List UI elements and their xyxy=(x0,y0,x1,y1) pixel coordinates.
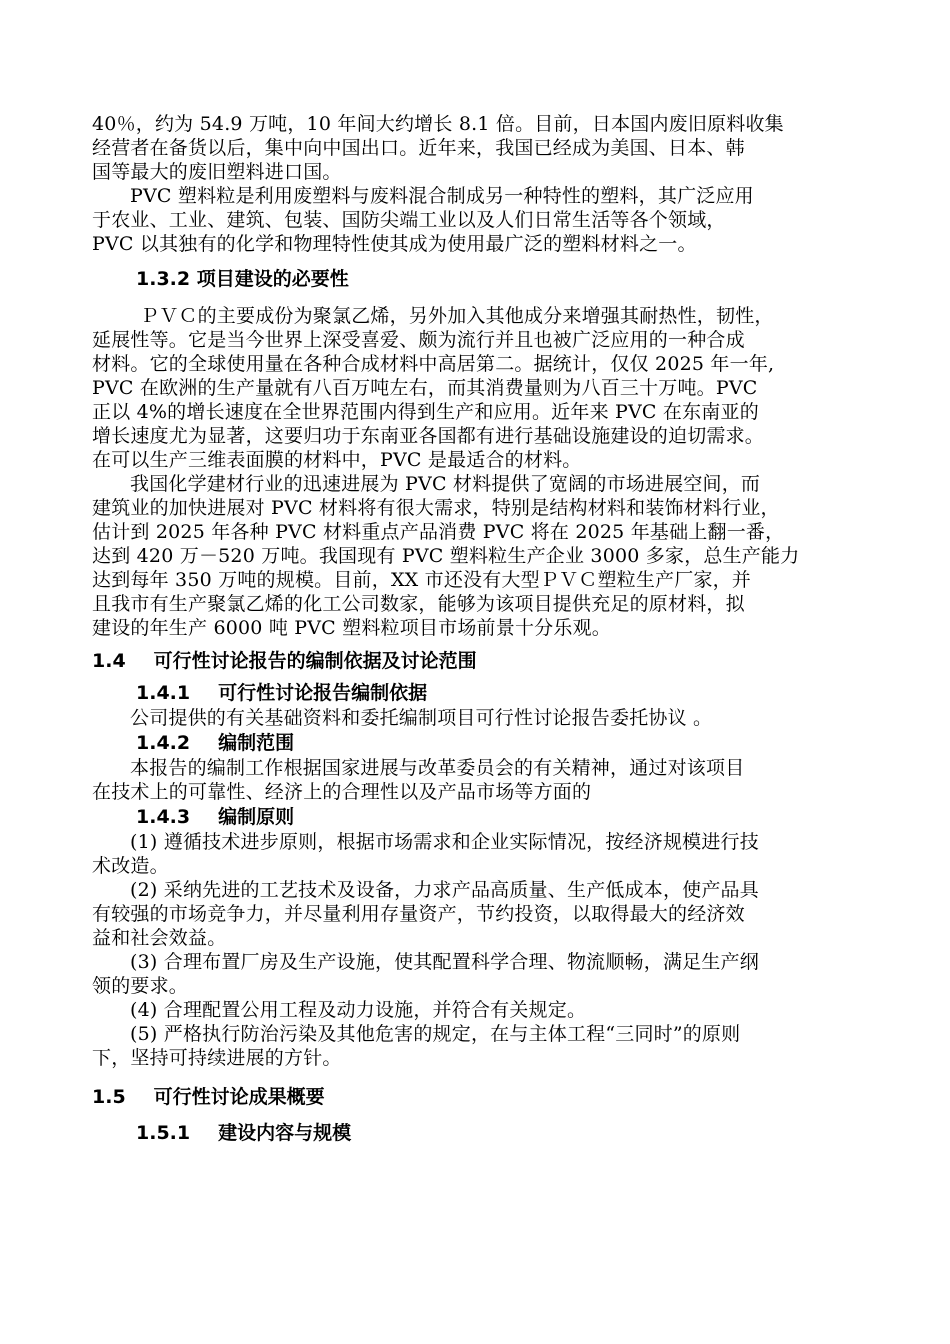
principle-2-line-3: 益和社会效益。 xyxy=(92,927,227,949)
principle-1-line-1: (1) 遵循技术进步原则，根据市场需求和企业实际情况，按经济规模进行技 xyxy=(130,831,759,853)
heading-1-4-3-title: 编制原则 xyxy=(218,806,295,828)
para3-line-2: 延展性等。它是当今世界上深受喜爱、颇为流行并且也被广泛应用的一种合成 xyxy=(92,329,745,351)
para4-line-1: 我国化学建材行业的迅速进展为 PVC 材料提供了宽阔的市场进展空间，而 xyxy=(130,473,761,495)
heading-1-5-1-title: 建设内容与规模 xyxy=(218,1122,352,1144)
para1-line-2: 经营者在备货以后，集中向中国出口。近年来，我国已经成为美国、日本、韩 xyxy=(92,137,745,159)
principle-2-line-2: 有较强的市场竞争力，并尽量利用存量资产，节约投资，以取得最大的经济效 xyxy=(92,903,745,925)
principle-3-line-2: 领的要求。 xyxy=(92,975,189,997)
para2-line-1: PVC 塑料粒是利用废塑料与废料混合制成另一种特性的塑料，其广泛应用 xyxy=(130,185,754,207)
heading-1-4-1-title: 可行性讨论报告编制依据 xyxy=(218,682,428,704)
para4-line-3: 估计到 2025 年各种 PVC 材料重点产品消费 PVC 将在 2025 年基础上翻一番， xyxy=(92,521,785,543)
para3-line-1: ＰＶＣ的主要成份为聚氯乙烯，另外加入其他成分来增强其耐热性，韧性， xyxy=(140,305,774,327)
heading-1-5-1-number: 1.5.1 xyxy=(136,1122,191,1144)
para6-line-1: 本报告的编制工作根据国家进展与改革委员会的有关精神，通过对该项目 xyxy=(130,757,745,779)
para4-line-2: 建筑业的加快进展对 PVC 材料将有很大需求，特别是结构材料和装饰材料行业， xyxy=(92,497,780,519)
para5: 公司提供的有关基础资料和委托编制项目可行性讨论报告委托协议 。 xyxy=(130,707,713,729)
para4-line-4: 达到 420 万－520 万吨。我国现有 PVC 塑料粒生产企业 3000 多家，总生产能力 xyxy=(92,545,800,567)
para2-line-3: PVC 以其独有的化学和物理特性使其成为使用最广泛的塑料材料之一。 xyxy=(92,233,697,255)
para4-line-5: 达到每年 350 万吨的规模。目前，XX 市还没有大型ＰＶＣ塑粒生产厂家，并 xyxy=(92,569,752,591)
heading-1-4-title: 可行性讨论报告的编制依据及讨论范围 xyxy=(153,650,477,672)
principle-1-line-2: 术改造。 xyxy=(92,855,169,877)
heading-1-3-2: 1.3.2 项目建设的必要性 xyxy=(136,268,349,290)
principle-4-line-1: (4) 合理配置公用工程及动力设施，并符合有关规定。 xyxy=(130,999,587,1021)
para3-line-4: PVC 在欧洲的生产量就有八百万吨左右，而其消费量则为八百三十万吨。PVC xyxy=(92,377,758,399)
heading-1-5 xyxy=(92,1084,868,1110)
heading-1-4-3 xyxy=(92,804,868,830)
heading-1-5-1 xyxy=(92,1120,868,1146)
heading-1-4-3-number: 1.4.3 xyxy=(136,806,191,828)
para3-line-7: 在可以生产三维表面膜的材料中，PVC 是最适合的材料。 xyxy=(92,449,582,471)
para6-line-2: 在技术上的可靠性、经济上的合理性以及产品市场等方面的 xyxy=(92,781,592,803)
para3-line-3: 材料。它的全球使用量在各种合成材料中高居第二。据统计，仅仅 2025 年一年, xyxy=(92,353,775,375)
heading-1-4-2-title: 编制范围 xyxy=(218,732,295,754)
principle-5-line-1: (5) 严格执行防治污染及其他危害的规定，在与主体工程“三同时”的原则 xyxy=(130,1023,741,1045)
heading-1-4-2 xyxy=(92,730,868,756)
para3-line-6: 增长速度尤为显著，这要归功于东南亚各国都有进行基础设施建设的迫切需求。 xyxy=(92,425,765,447)
heading-1-5-title: 可行性讨论成果概要 xyxy=(153,1086,325,1108)
para1-line-3: 国等最大的废旧塑料进口国。 xyxy=(92,161,342,183)
principle-5-line-2: 下，坚持可持续进展的方针。 xyxy=(92,1047,342,1069)
heading-1-4-1-number: 1.4.1 xyxy=(136,682,191,704)
heading-1-4-2-number: 1.4.2 xyxy=(136,732,191,754)
para3-line-5: 正以 4%的增长速度在全世界范围内得到生产和应用。近年来 PVC 在东南亚的 xyxy=(92,401,759,423)
para2-line-2: 于农业、工业、建筑、包装、国防尖端工业以及人们日常生活等各个领域， xyxy=(92,209,726,231)
heading-1-4-number: 1.4 xyxy=(92,650,126,672)
heading-1-4 xyxy=(92,648,868,674)
heading-1-4-1 xyxy=(92,680,868,706)
document-page xyxy=(92,112,868,1146)
principle-2-line-1: (2) 采纳先进的工艺技术及设备，力求产品高质量、生产低成本，使产品具 xyxy=(130,879,759,901)
heading-1-5-number: 1.5 xyxy=(92,1086,126,1108)
principle-3-line-1: (3) 合理布置厂房及生产设施，使其配置科学合理、物流顺畅，满足生产纲 xyxy=(130,951,759,973)
para1-line-1: 40％，约为 54.9 万吨，10 年间大约增长 8.1 倍。目前，日本国内废旧原料收集 xyxy=(92,113,784,135)
para4-line-7: 建设的年生产 6000 吨 PVC 塑料粒项目市场前景十分乐观。 xyxy=(92,617,611,639)
para4-line-6: 且我市有生产聚氯乙烯的化工公司数家，能够为该项目提供充足的原材料，拟 xyxy=(92,593,745,615)
